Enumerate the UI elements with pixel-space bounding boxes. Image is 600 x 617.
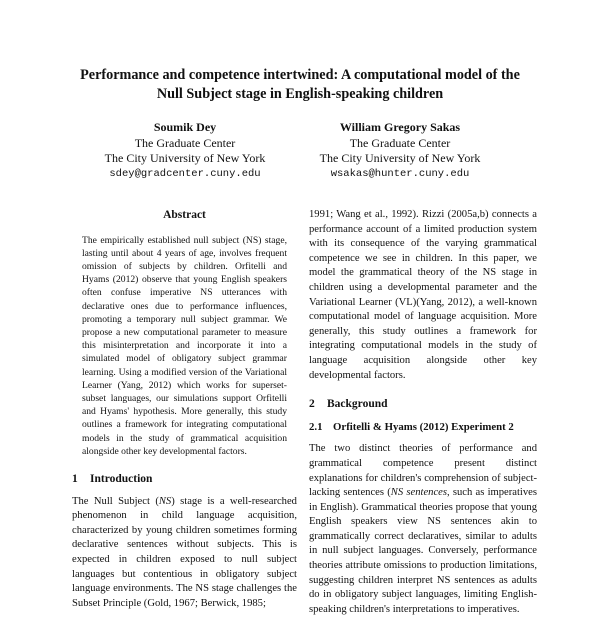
section-number: 1 [72, 473, 78, 486]
abstract-text: The empirically established null subject (NS) stage, lasting until about 4 years of age, involves frequent omission of subjects by children. Orfitelli and Hyams (2012) observe that young English speakers often confuse imperative NS utterances with declarative ones due to performance influences, promoting a temporary null subject grammar. We propose a new computational parameter to measure this misinterpretation and incorporate it into a simulated model of obligatory subject grammar learning. Using a modified version of the Variational Learner (Yang, 2012) which works for superset-subset languages, our simulations support Orfitelli and Hyams' hypothesis. More generally, this study outlines a framework for integrating computational models in the study of grammatical acquisition alongside other key developmental factors. [82, 234, 287, 457]
author-name: William Gregory Sakas [339, 120, 461, 134]
abstract-heading: Abstract [163, 209, 206, 221]
author-affiliation: The City University of New York [319, 151, 481, 165]
section-number: 2 [309, 398, 315, 411]
intro-text-part: The Null Subject ( [72, 495, 159, 507]
section-title: Introduction [90, 473, 153, 486]
section-heading-background [309, 397, 537, 412]
background-text-part: The two distinct theories of performance and grammatical competence present distinct explanations for children's comprehension of subject-lacking sentences ( [309, 443, 537, 499]
background-emphasis: NS sentences [390, 487, 447, 499]
left-column [72, 208, 297, 611]
section-heading-introduction [72, 472, 297, 487]
right-column [309, 208, 537, 617]
author-email: wsakas@hunter.cuny.edu [330, 167, 470, 180]
subsection-heading [309, 420, 537, 435]
author-email: sdey@gradcenter.cuny.edu [109, 167, 261, 180]
title-line-2: Null Subject stage in English-speaking children [156, 86, 444, 102]
intro-emphasis: NS [158, 495, 172, 507]
section-title: Background [327, 398, 388, 411]
author-block-2 [290, 120, 510, 182]
background-paragraph [309, 442, 537, 617]
introduction-paragraph [72, 495, 297, 612]
author-block-1 [75, 120, 295, 182]
subsection-title: Orfitelli & Hyams (2012) Experiment 2 [333, 420, 514, 433]
subsection-number: 2.1 [309, 420, 323, 433]
author-name: Soumik Dey [153, 120, 217, 134]
intro-text-part: ) stage is a well-researched phenomenon in child language acquisition, characterized by young children sometimes forming declarative sentences without subjects. This is expected in children exposed to null subject languages but contentious in obligatory subject language environments. The NS stage challenges the Subset Principle (Gold, 1967; Berwick, 1985; [72, 495, 297, 609]
background-text-part: , such as imperatives in English). Grammatical theories propose that young English speakers view NS sentences akin to grammatically correct declaratives, similar to adults in null subject languages. Conversely, performance theories attribute omissions to production limitations, suggesting children interpret NS sentences as adults do in obligatory subject languages, limiting English-speaking children's interpretations to imperatives. [309, 487, 537, 615]
author-affiliation: The Graduate Center [134, 135, 236, 150]
title-line-1: Performance and competence intertwined: A computational model of the [80, 67, 520, 83]
author-affiliation: The City University of New York [104, 151, 266, 165]
author-affiliation: The Graduate Center [349, 135, 451, 150]
paper-title [40, 66, 560, 104]
introduction-continuation-paragraph: 1991; Wang et al., 1992). Rizzi (2005a,b) connects a performance account of a limited production system with its consequence of the varying grammatical competence we see in children. In this paper, we model the grammatical theory of the NS stage in children using a developmental parameter and the Variational Learner (VL)(Yang, 2012), a well-known computational model of language acquisition. More generally, this study outlines a framework for integrating computational models in the study of language acquisition alongside other key developmental factors. [309, 209, 537, 381]
